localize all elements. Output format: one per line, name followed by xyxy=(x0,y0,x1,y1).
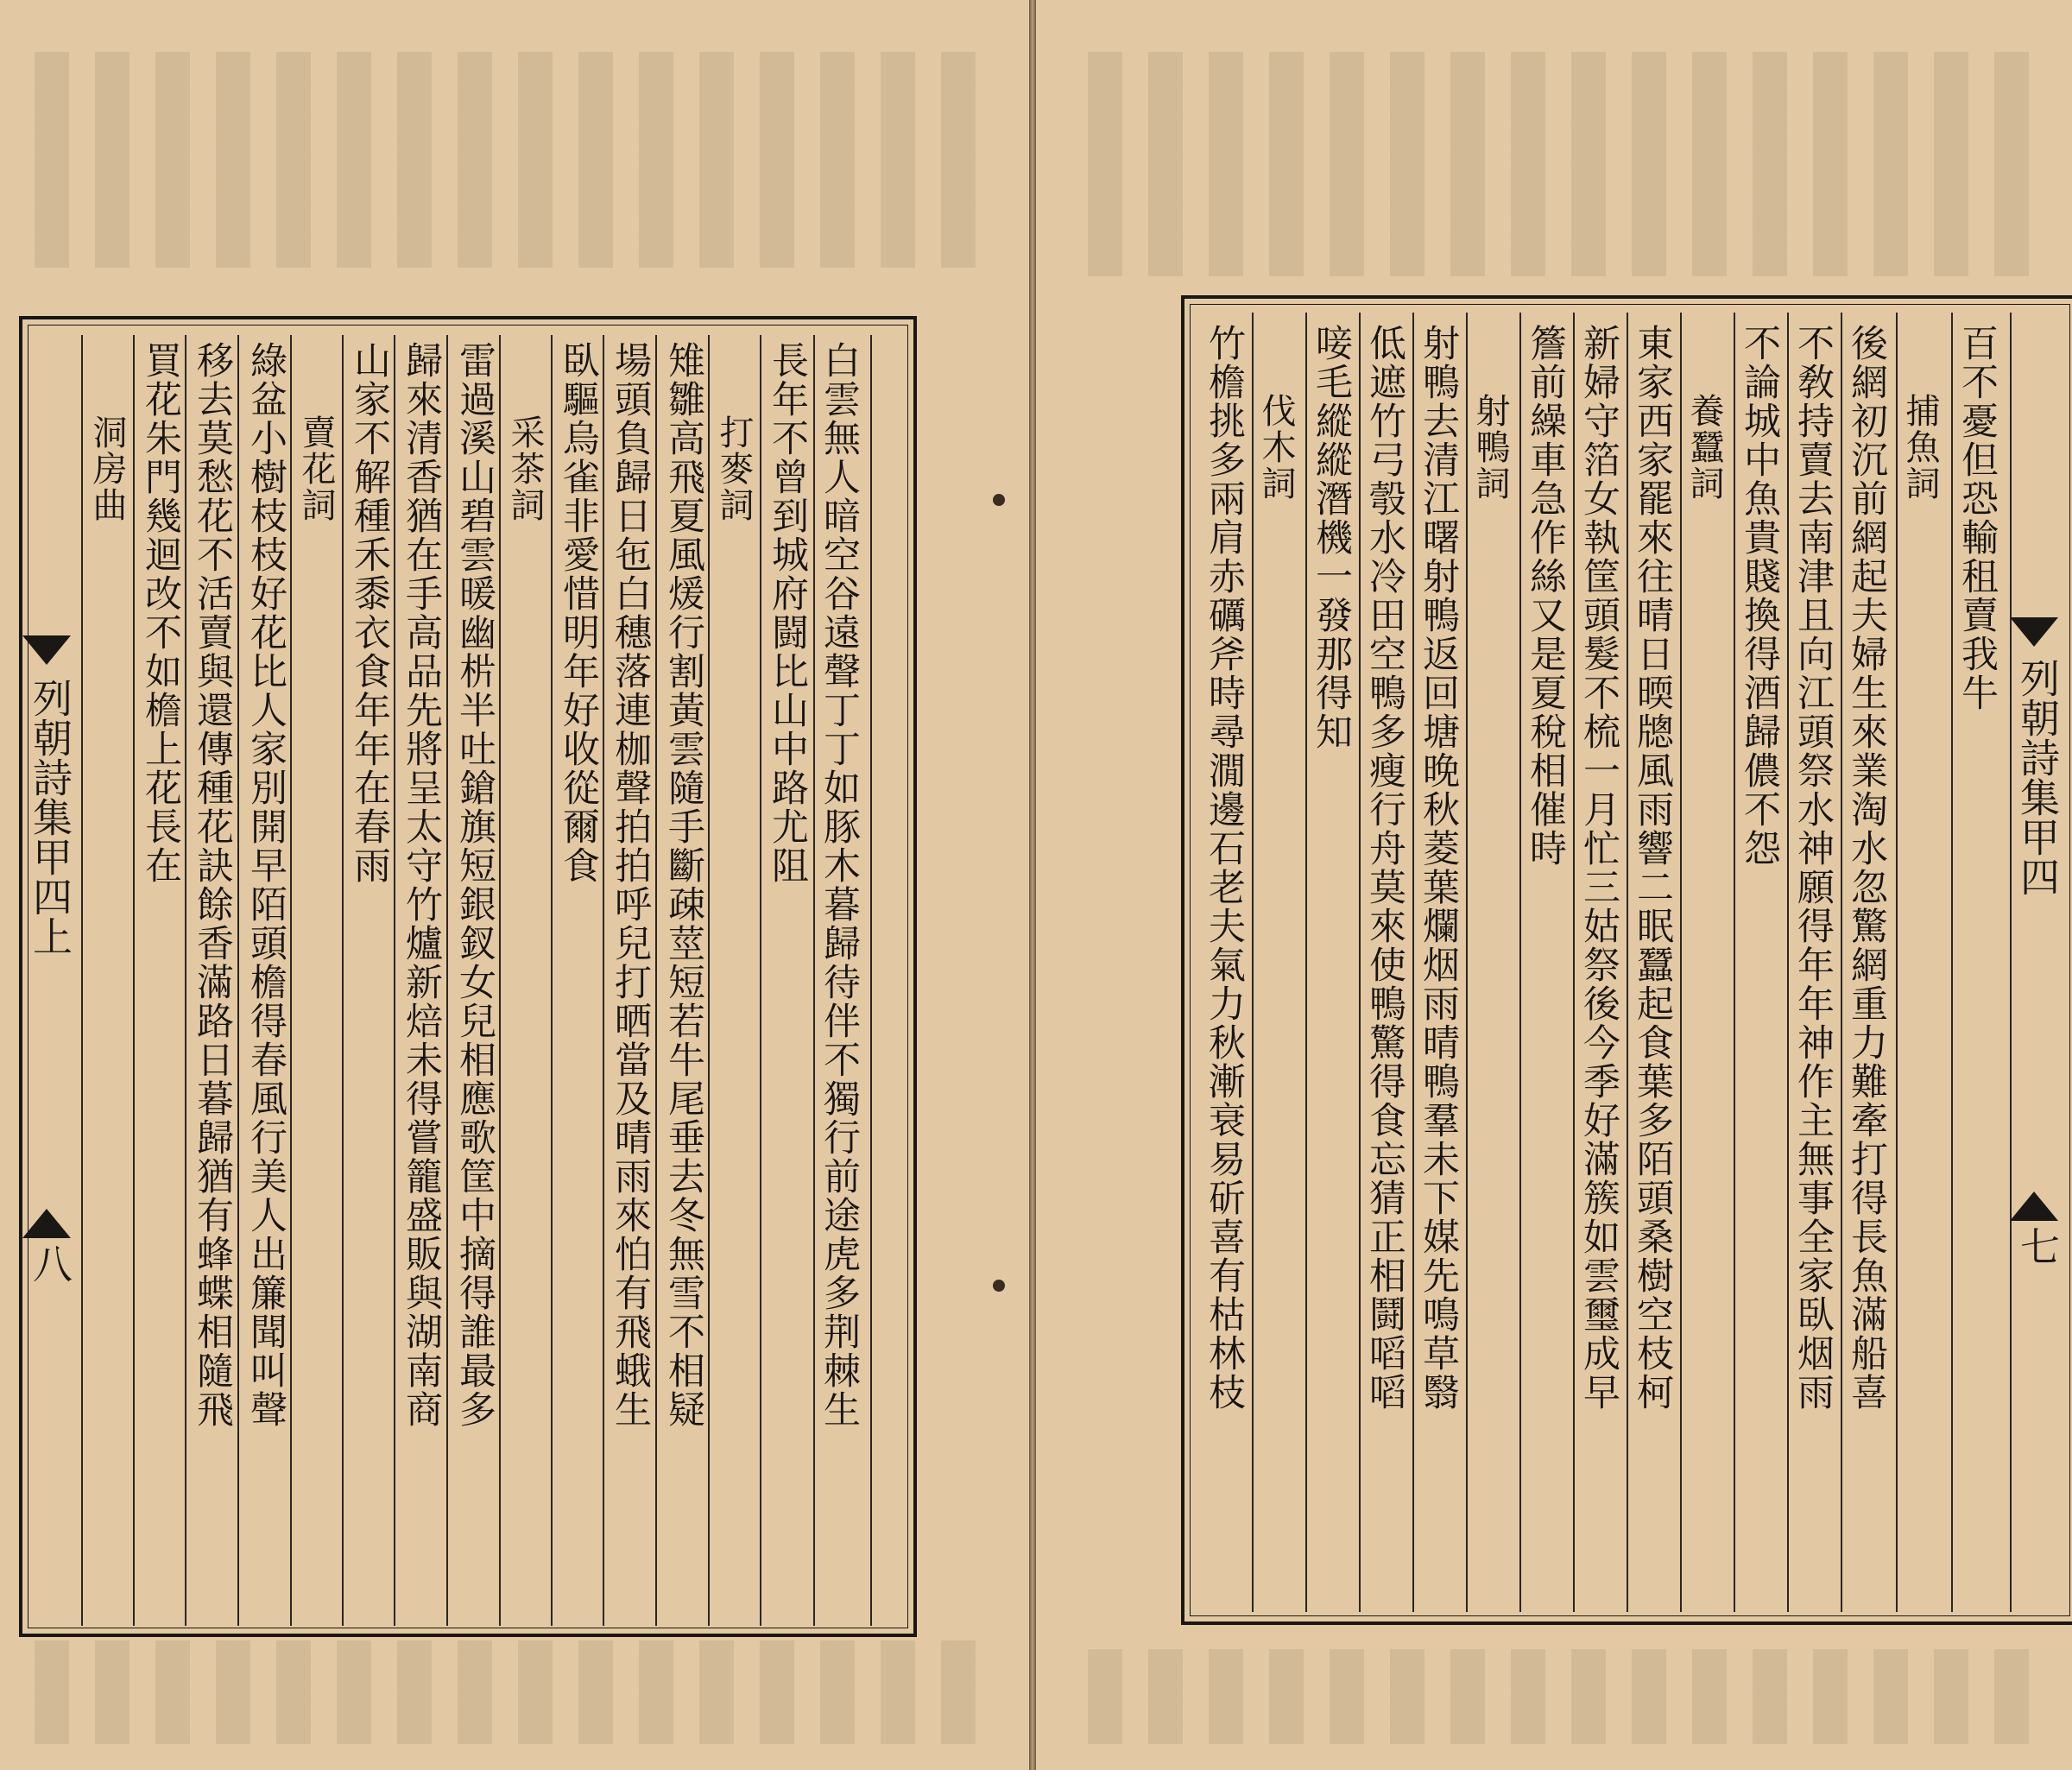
text-column: 射鴨詞 xyxy=(1470,393,1510,502)
column-rule xyxy=(551,335,553,1626)
column-rule xyxy=(1951,313,1953,1612)
fish-tail-top-icon xyxy=(22,635,71,665)
text-column: 竹檐挑多兩肩赤礪斧時尋㵎邊石老夫氣力秋漸衰易斫喜有枯林枝 xyxy=(1203,324,1246,1412)
text-column: 射鴨去清江曙射鴨返回塘晚秋菱葉爛烟雨晴鴨羣未下媒先鳴草翳 xyxy=(1417,324,1460,1412)
bleed-through-bottom xyxy=(35,1640,984,1744)
text-column: 白雲無人暗空谷遠聲丁丁如豚木暮歸待伴不獨行前途虎多荆棘生 xyxy=(818,341,861,1429)
column-rule xyxy=(290,335,292,1626)
text-column: 不論城中魚貴賤換得酒歸儂不怨 xyxy=(1738,324,1781,868)
column-rule xyxy=(1896,313,1898,1612)
fish-tail-bottom-icon xyxy=(2010,1192,2058,1221)
column-rule xyxy=(133,335,135,1626)
column-rule xyxy=(81,335,83,1626)
column-rule xyxy=(446,335,448,1626)
column-rule xyxy=(499,335,501,1626)
column-rule xyxy=(1627,313,1628,1612)
right-page xyxy=(1036,0,2072,1770)
text-column: 簷前繰車急作絲又是夏稅相催時 xyxy=(1524,324,1567,868)
text-column: 伐木詞 xyxy=(1256,393,1296,502)
text-column: 不敎持賣去南津且向江頭祭水神願得年年神作主無事全家臥烟雨 xyxy=(1791,324,1835,1412)
text-column: 雷過溪山碧雲暖幽㭊半吐鎗旗短銀釵女兒相應歌筐中摘得誰最多 xyxy=(453,341,496,1429)
column-rule xyxy=(1252,313,1254,1612)
right-ear-title: 列朝詩集甲四 xyxy=(2014,658,2061,896)
column-rule xyxy=(1680,313,1682,1612)
column-rule xyxy=(1787,313,1789,1612)
text-column: 移去莫愁花不活賣與還傳種花訣餘香滿路日暮歸猶有蜂蝶相隨飛 xyxy=(191,341,234,1429)
text-column: 長年不曾到城府闘比山中路尤阻 xyxy=(766,341,809,885)
column-rule xyxy=(1841,313,1842,1612)
column-rule xyxy=(1359,313,1361,1612)
left-ear-title: 列朝詩集甲四上 xyxy=(27,678,73,956)
text-column: 低遮竹弓彀水冷田空鴨多瘦行舟莫來使鴨驚得食忘猜正相鬪㗖㗖 xyxy=(1363,324,1406,1412)
stitch-hole xyxy=(993,494,1005,506)
column-rule xyxy=(870,335,872,1626)
text-column: 歸來清香猶在手高品先將呈太守竹爐新焙未得嘗籠盛販與湖南商 xyxy=(400,341,443,1429)
text-column: 唼毛縱縱潛機一發那得知 xyxy=(1310,324,1353,751)
bleed-through-top xyxy=(35,52,984,268)
column-rule xyxy=(1412,313,1414,1612)
text-column: 山家不解種禾黍衣食年年在春雨 xyxy=(348,341,391,885)
text-column: 綠盆小樹枝枝好花比人家別開早陌頭檐得春風行美人出簾聞叫聲 xyxy=(244,341,287,1429)
column-rule xyxy=(1466,313,1468,1612)
column-rule xyxy=(1734,313,1735,1612)
bleed-through-bottom xyxy=(1088,1649,2037,1744)
stitch-hole xyxy=(993,1280,1005,1292)
text-column: 百不憂但恐輸租賣我牛 xyxy=(1955,324,1999,712)
column-rule xyxy=(394,335,395,1626)
book-gutter xyxy=(1029,0,1036,1770)
text-column: 賣花詞 xyxy=(296,414,336,523)
column-rule xyxy=(342,335,344,1626)
text-column: 洞房曲 xyxy=(87,414,127,523)
fish-tail-top-icon xyxy=(2010,617,2058,647)
text-column: 場頭負歸日㐌白穗落連枷聲拍拍呼兒打晒當及晴雨來怕有飛蛾生 xyxy=(609,341,652,1429)
bleed-through-top xyxy=(1088,52,2037,276)
column-rule xyxy=(1573,313,1575,1612)
column-rule xyxy=(1519,313,1521,1612)
column-rule xyxy=(760,335,761,1626)
text-column: 買花朱門幾迴改不如檐上花長在 xyxy=(139,341,182,885)
fish-tail-bottom-icon xyxy=(22,1209,71,1238)
column-rule xyxy=(237,335,239,1626)
column-rule xyxy=(603,335,604,1626)
text-column: 後網初沉前網起夫婦生來業淘水忽驚網重力難牽打得長魚滿船喜 xyxy=(1845,324,1888,1412)
column-rule xyxy=(655,335,657,1626)
text-column: 東家西家罷來往晴日㬉牕風雨響二眠蠶起食葉多陌頭桑樹空枝柯 xyxy=(1631,324,1674,1412)
column-rule xyxy=(185,335,186,1626)
text-column: 捕魚詞 xyxy=(1900,393,1940,502)
left-ear-folio: 八 xyxy=(27,1243,73,1283)
text-column: 新婦守箔女執筐頭髮不梳一月忙三姑祭後今季好滿簇如雲璽成早 xyxy=(1577,324,1620,1412)
column-rule xyxy=(708,335,710,1626)
text-column: 打麥詞 xyxy=(714,414,754,523)
right-ear-folio: 七 xyxy=(2014,1226,2061,1266)
left-page xyxy=(0,0,1029,1770)
text-column: 臥驅烏雀非愛惜明年好收從爾食 xyxy=(557,341,600,885)
column-rule xyxy=(2010,313,2012,1612)
column-rule xyxy=(1305,313,1307,1612)
text-column: 采茶詞 xyxy=(505,414,545,523)
text-column: 養蠶詞 xyxy=(1684,393,1724,502)
text-column: 雉雛高飛夏風煖行割黃雲隨手斷疎莖短若牛尾垂去冬無雪不相疑 xyxy=(662,341,705,1429)
column-rule xyxy=(813,335,815,1626)
